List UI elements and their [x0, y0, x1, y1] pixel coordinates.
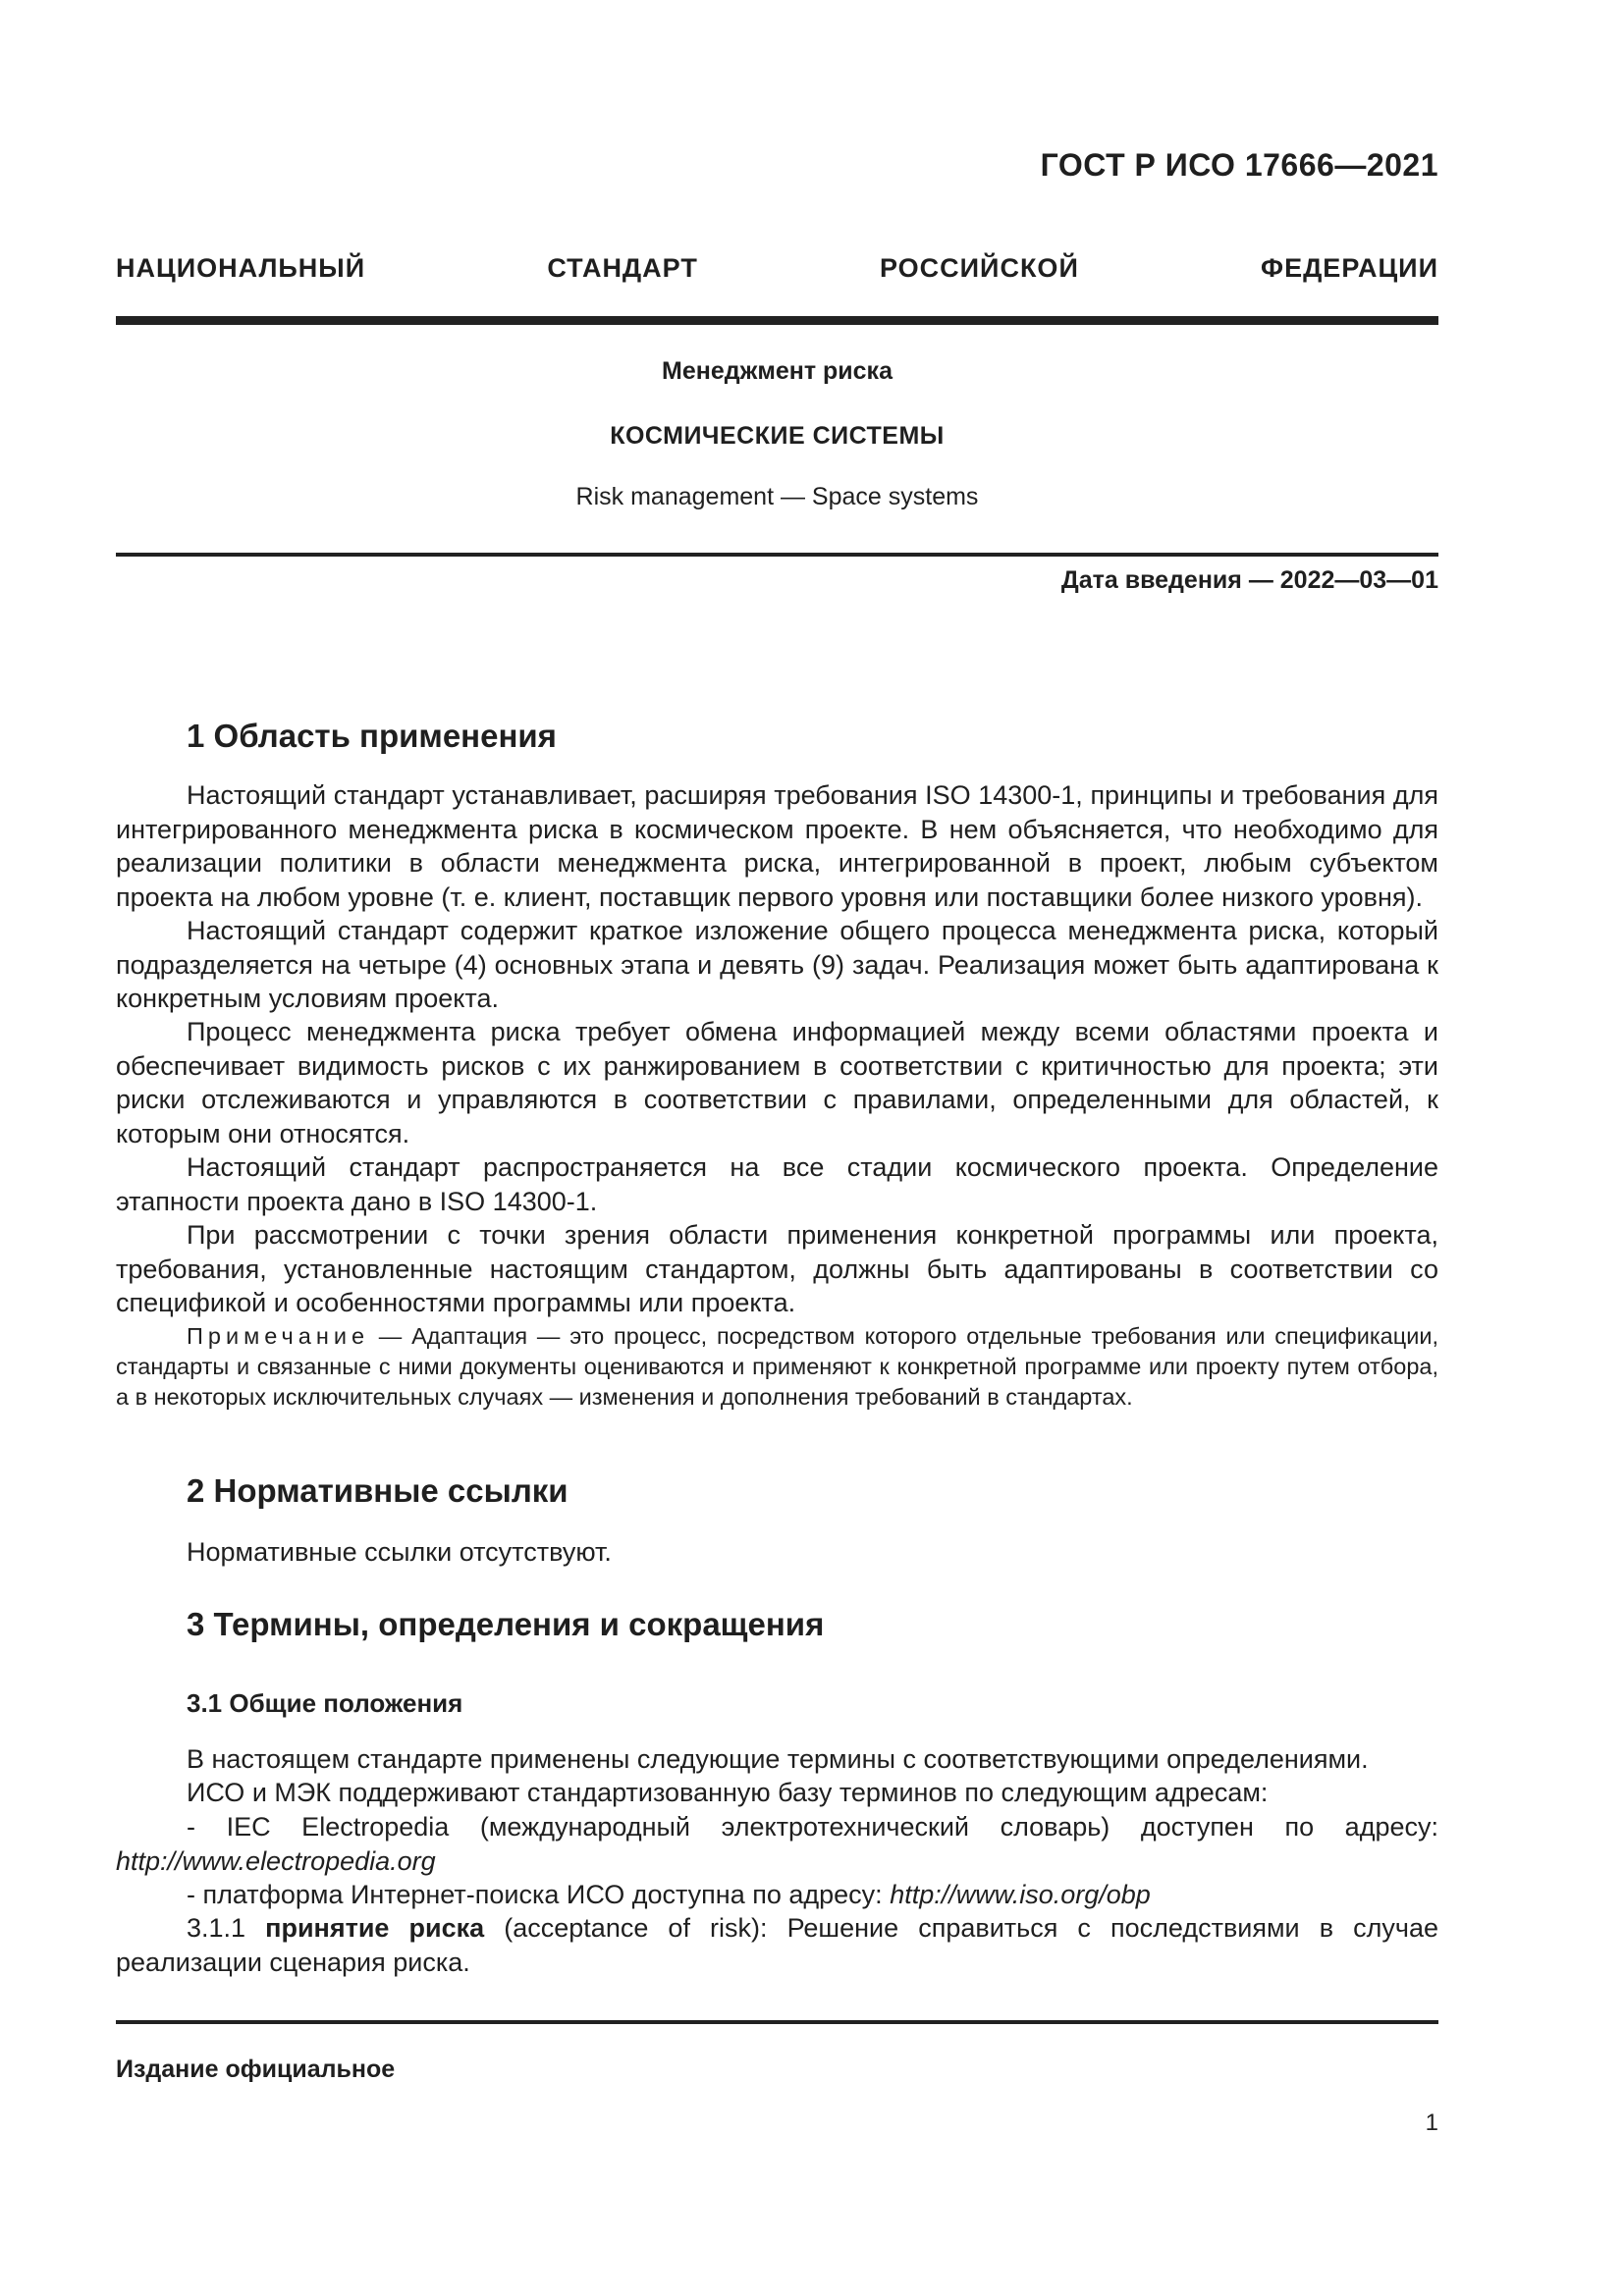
- scope-paragraph-3: Процесс менеджмента риска требует обмена информацией между всеми областями проекта и обеспечивает видимость рисков с их ранжированием в соответствии с критичностью для проекта; эти риски отслеживаются и управляются в соответствии с правилами, определенными для областей, к которым они относятся.: [116, 1017, 1438, 1148]
- introduction-date: Дата введения — 2022—03—01: [1060, 566, 1438, 594]
- section-2-heading: 2 Нормативные ссылки: [187, 1472, 568, 1509]
- scope-note: [116, 1321, 1438, 1413]
- electropedia-link[interactable]: http://www.electropedia.org: [116, 1845, 436, 1876]
- document-subtitle: КОСМИЧЕСКИЕ СИСТЕМЫ: [610, 422, 945, 450]
- title-divider: [116, 553, 1438, 557]
- standard-banner: НАЦИОНАЛЬНЫЙ СТАНДАРТ РОССИЙСКОЙ ФЕДЕРАЦИИ: [116, 253, 1438, 283]
- subsection-3-1-heading: 3.1 Общие положения: [187, 1688, 463, 1718]
- scope-paragraph-4: Настоящий стандарт распространяется на все стадии космического проекта. Определение этапности проекта дано в ISO 14300-1.: [116, 1152, 1438, 1216]
- scope-paragraph-2: Настоящий стандарт содержит краткое изложение общего процесса менеджмента риска, который подразделяется на четыре (4) основных этапа и девять (9) задач. Реализация может быть адаптирована к конкретным условиям проекта.: [116, 916, 1438, 1013]
- header-divider: [116, 316, 1438, 325]
- english-title: Risk management — Space systems: [575, 483, 979, 510]
- document-number: ГОСТ Р ИСО 17666—2021: [1040, 147, 1438, 183]
- scope-paragraph-5: При рассмотрении с точки зрения области применения конкретной программы или проекта, требования, установленные настоящим стандартом, должны быть адаптированы в соответствии со спецификой и особенностями программы или проекта.: [116, 1220, 1438, 1317]
- iso-obp-text: - платформа Интернет-поиска ИСО доступна по адресу:: [187, 1880, 891, 1909]
- term-3-1-1: [116, 1911, 1438, 1979]
- term-number: 3.1.1: [187, 1913, 266, 1943]
- section-1-heading: 1 Область применения: [187, 718, 557, 754]
- note-label: Примечание: [187, 1323, 370, 1349]
- footer-divider: [116, 2020, 1438, 2024]
- note-text: — Адаптация — это процесс, посредством которого отдельные требования или спецификации, стандарты и связанные с ними документы оцениваются и применяют к конкретной программе или проекту путем отбора, а в некоторых исключительных случаях — изменения и дополнения требований в стандартах.: [116, 1323, 1438, 1410]
- electropedia-text: - IEC Electropedia (международный электротехнический словарь) доступен по адресу:: [187, 1812, 1438, 1842]
- iso-obp-item: [116, 1878, 1438, 1912]
- term-definition: (acceptance of risk): Решение справиться с последствиями в случае реализации сценария риска.: [116, 1913, 1438, 1977]
- scope-paragraph-1: Настоящий стандарт устанавливает, расширяя требования ISO 14300-1, принципы и требования для интегрированного менеджмента риска в космическом проекте. В нем объясняется, что необходимо для реализации политики в области менеджмента риска, интегрированной в проект, любым субъектом проекта на любом уровне (т. е. клиент, поставщик первого уровня или поставщики более низкого уровня).: [116, 780, 1438, 912]
- document-title: Менеджмент риска: [662, 357, 893, 385]
- section-3-heading: 3 Термины, определения и сокращения: [187, 1606, 825, 1642]
- terms-database-line: ИСО и МЭК поддерживают стандартизованную базу терминов по следующим адресам:: [187, 1778, 1269, 1807]
- page-number: 1: [1425, 2109, 1438, 2136]
- electropedia-item: [116, 1810, 1438, 1878]
- official-edition-label: Издание официальное: [116, 2056, 396, 2083]
- normative-references-text: Нормативные ссылки отсутствуют.: [187, 1537, 612, 1567]
- terms-intro-line: В настоящем стандарте применены следующие термины с соответствующими определениями.: [187, 1744, 1369, 1774]
- term-name: принятие риска: [265, 1913, 485, 1943]
- iso-obp-link[interactable]: http://www.iso.org/obp: [890, 1880, 1151, 1909]
